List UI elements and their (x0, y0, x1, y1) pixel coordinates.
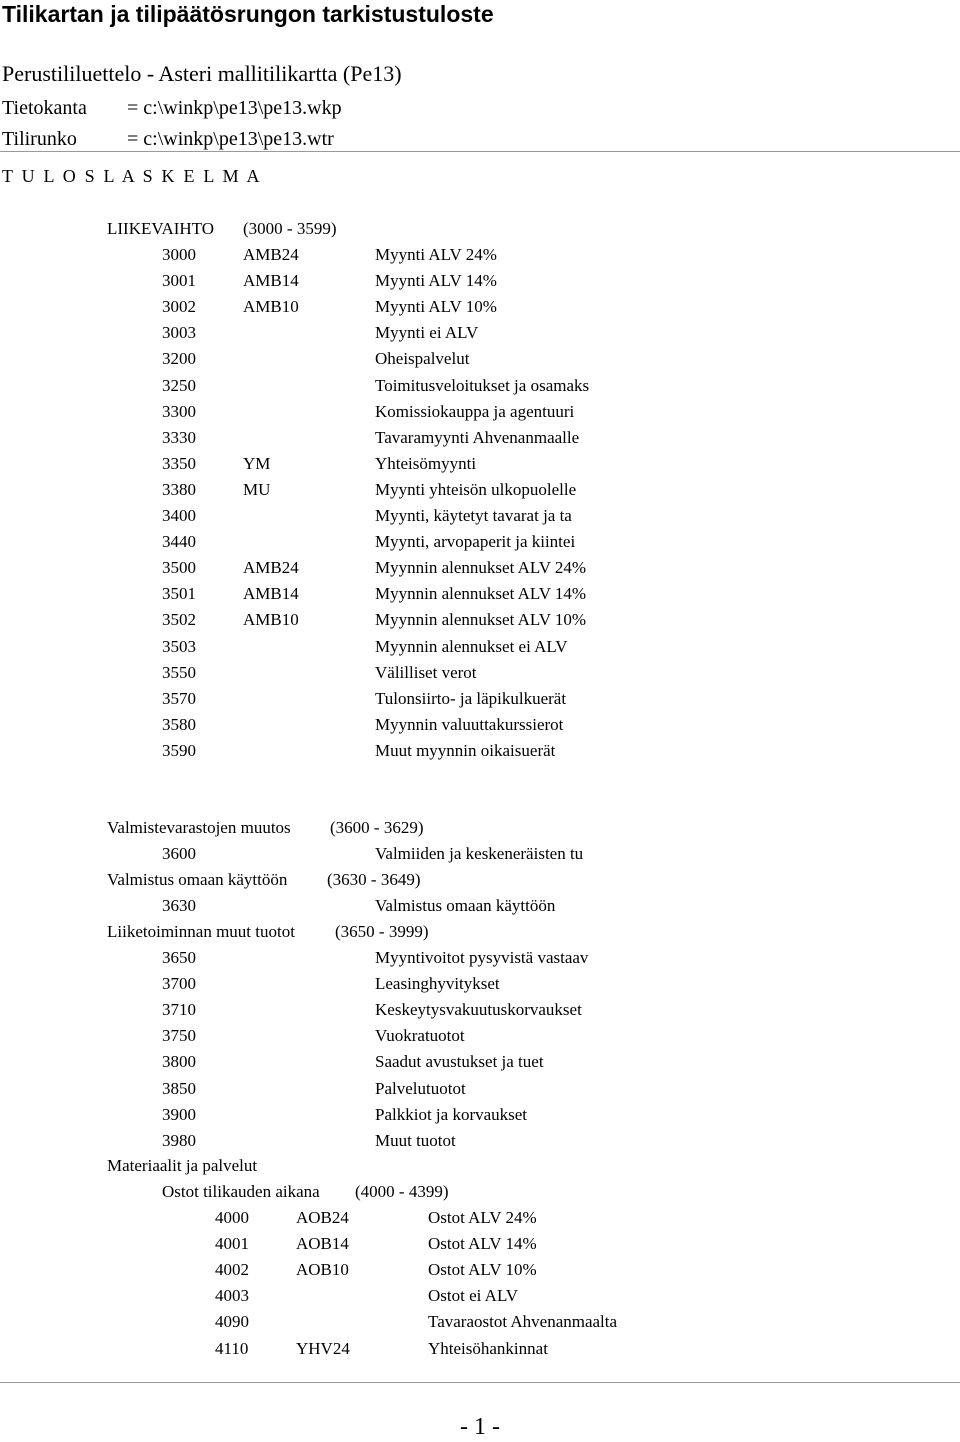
account-name: Komissiokauppa ja agentuuri (375, 401, 575, 421)
account-number: 3500 (162, 558, 196, 578)
account-name: Vuokratuotot (375, 1026, 465, 1046)
account-row (0, 373, 960, 399)
group-heading (0, 815, 960, 841)
account-number: 3000 (162, 245, 196, 264)
account-vat-code: AMB24 (243, 558, 299, 578)
account-name: Ostot ALV 14% (428, 1234, 537, 1254)
account-row (0, 1231, 960, 1257)
account-name: Muut tuotot (375, 1130, 456, 1150)
account-number: 4090 (215, 1312, 249, 1332)
account-name: Välilliset verot (375, 662, 477, 682)
account-row (0, 893, 960, 919)
account-name: Myynnin alennukset ALV 24% (375, 558, 587, 578)
account-row (0, 294, 960, 320)
account-name: Valmiiden ja keskeneräisten tu (375, 844, 584, 863)
account-number: 3330 (162, 427, 196, 447)
account-vat-code: AMB10 (243, 297, 299, 317)
group-heading-label: LIIKEVAIHTO (107, 219, 215, 238)
account-name: Keskeytysvakuutuskorvaukset (375, 1000, 582, 1020)
account-name: Tavaramyynti Ahvenanmaalle (375, 427, 580, 447)
group-heading-label: Valmistevarastojen muutos (107, 818, 291, 837)
account-row (0, 634, 960, 660)
meta-label: Tietokanta (2, 97, 87, 119)
account-name: Ostot ALV 10% (428, 1260, 537, 1280)
account-number: 3002 (162, 297, 196, 317)
account-name: Myyntivoitot pysyvistä vastaav (375, 948, 589, 967)
group-range: (3000 - 3599) (243, 219, 337, 238)
account-name: Tulonsiirto- ja läpikulkuerät (375, 688, 567, 708)
account-number: 3550 (162, 662, 196, 682)
account-row (0, 738, 960, 764)
group-heading-label: Liiketoiminnan muut tuotot (107, 922, 295, 941)
group-heading-label: Ostot tilikauden aikana (162, 1182, 320, 1201)
account-name: Yhteisömyynti (375, 453, 477, 473)
account-row (0, 1102, 960, 1128)
account-name: Palvelutuotot (375, 1078, 466, 1098)
account-number: 3700 (162, 974, 196, 994)
account-number: 4001 (215, 1234, 249, 1254)
account-number: 3400 (162, 506, 196, 525)
account-row (0, 607, 960, 633)
meta-label: Tilirunko (2, 128, 77, 150)
account-row (0, 1049, 960, 1075)
document-title: Tilikartan ja tilipäätösrungon tarkistustuloste (2, 1, 494, 27)
account-name: Palkkiot ja korvaukset (375, 1104, 528, 1124)
account-row (0, 451, 960, 477)
account-name: Myynnin alennukset ALV 10% (375, 610, 587, 630)
account-row (0, 1283, 960, 1309)
page-number: - 1 - (460, 1414, 500, 1440)
account-vat-code: AMB14 (243, 584, 299, 604)
account-vat-code: AOB10 (296, 1260, 349, 1280)
account-number: 3001 (162, 271, 196, 291)
account-name: Ostot ei ALV (428, 1286, 519, 1306)
account-number: 3440 (162, 532, 196, 552)
account-name: Yhteisöhankinnat (428, 1338, 548, 1358)
account-row (0, 1023, 960, 1049)
account-number: 3580 (162, 714, 196, 734)
account-number: 4003 (215, 1286, 249, 1306)
account-number: 3350 (162, 453, 196, 473)
document-subtitle: Perustililuettelo - Asteri mallitilikartta (Pe13) (2, 61, 402, 86)
group-heading (0, 1179, 960, 1205)
bottom-divider (0, 1382, 960, 1383)
group-range: (3650 - 3999) (335, 922, 429, 941)
account-row (0, 841, 960, 867)
account-row (0, 320, 960, 346)
account-name: Toimitusveloitukset ja osamaks (375, 375, 590, 395)
account-row (0, 1076, 960, 1102)
account-name: Myynnin valuuttakurssierot (375, 714, 564, 734)
account-number: 3650 (162, 948, 196, 967)
account-vat-code: AMB14 (243, 271, 299, 291)
account-row (0, 581, 960, 607)
account-name: Myynti, käytetyt tavarat ja ta (375, 506, 572, 525)
account-row (0, 997, 960, 1023)
account-number: 3750 (162, 1026, 196, 1046)
account-row (0, 1205, 960, 1231)
account-number: 3630 (162, 896, 196, 915)
account-row (0, 268, 960, 294)
meta-value: = c:\winkp\pe13\pe13.wtr (127, 128, 334, 150)
account-row (0, 1336, 960, 1362)
account-name: Myynti, arvopaperit ja kiintei (375, 532, 576, 552)
account-name: Muut myynnin oikaisuerät (375, 740, 556, 760)
account-vat-code: YM (243, 453, 271, 473)
account-number: 3590 (162, 740, 196, 760)
account-row (0, 503, 960, 529)
account-row (0, 399, 960, 425)
account-name: Myynti ALV 14% (375, 271, 497, 291)
account-number: 3380 (162, 479, 196, 499)
account-row (0, 242, 960, 268)
group-heading (0, 1153, 960, 1179)
account-number: 3502 (162, 610, 196, 630)
account-number: 3800 (162, 1052, 196, 1072)
account-row (0, 529, 960, 555)
account-number: 3570 (162, 688, 196, 708)
account-name: Ostot ALV 24% (428, 1208, 537, 1227)
account-number: 3503 (162, 636, 196, 656)
account-name: Myynnin alennukset ALV 14% (375, 584, 587, 604)
account-number: 3980 (162, 1130, 196, 1150)
account-name: Tavaraostot Ahvenanmaalta (428, 1312, 618, 1332)
account-name: Myynti yhteisön ulkopuolelle (375, 479, 577, 499)
meta-value: = c:\winkp\pe13\pe13.wkp (127, 97, 342, 119)
group-heading (0, 216, 960, 242)
account-number: 3250 (162, 375, 196, 395)
group-heading (0, 867, 960, 893)
account-name: Valmistus omaan käyttöön (375, 896, 556, 915)
account-vat-code: MU (243, 479, 271, 499)
account-row (0, 425, 960, 451)
account-number: 3850 (162, 1078, 196, 1098)
account-row (0, 1128, 960, 1154)
account-number: 3300 (162, 401, 196, 421)
account-row (0, 1309, 960, 1335)
account-vat-code: AOB24 (296, 1208, 349, 1227)
group-heading-label: Materiaalit ja palvelut (107, 1156, 258, 1175)
account-number: 3200 (162, 349, 196, 369)
account-vat-code: YHV24 (296, 1338, 350, 1358)
account-name: Leasinghyvitykset (375, 974, 500, 994)
account-row (0, 660, 960, 686)
account-name: Oheispalvelut (375, 349, 470, 369)
account-number: 4110 (215, 1338, 249, 1358)
account-row (0, 346, 960, 372)
account-number: 3900 (162, 1104, 196, 1124)
group-range: (4000 - 4399) (355, 1182, 449, 1201)
account-name: Myynti ei ALV (375, 323, 479, 343)
account-name: Myynti ALV 24% (375, 245, 497, 264)
account-name: Myynnin alennukset ei ALV (375, 636, 568, 656)
account-row (0, 712, 960, 738)
top-divider (0, 151, 960, 152)
account-number: 3003 (162, 323, 196, 343)
account-vat-code: AOB14 (296, 1234, 349, 1254)
account-number: 3710 (162, 1000, 196, 1020)
account-row (0, 945, 960, 971)
group-heading-label: Valmistus omaan käyttöön (107, 870, 288, 889)
group-heading (0, 919, 960, 945)
account-number: 3600 (162, 844, 196, 863)
account-name: Myynti ALV 10% (375, 297, 497, 317)
account-number: 4002 (215, 1260, 249, 1280)
group-range: (3630 - 3649) (327, 870, 421, 889)
account-vat-code: AMB24 (243, 245, 299, 264)
account-row (0, 971, 960, 997)
account-number: 3501 (162, 584, 196, 604)
account-name: Saadut avustukset ja tuet (375, 1052, 544, 1072)
account-row (0, 477, 960, 503)
account-row (0, 555, 960, 581)
account-row (0, 1257, 960, 1283)
account-row (0, 686, 960, 712)
group-range: (3600 - 3629) (330, 818, 424, 837)
account-vat-code: AMB10 (243, 610, 299, 630)
account-number: 4000 (215, 1208, 249, 1227)
section-title: T U L O S L A S K E L M A (2, 166, 262, 186)
